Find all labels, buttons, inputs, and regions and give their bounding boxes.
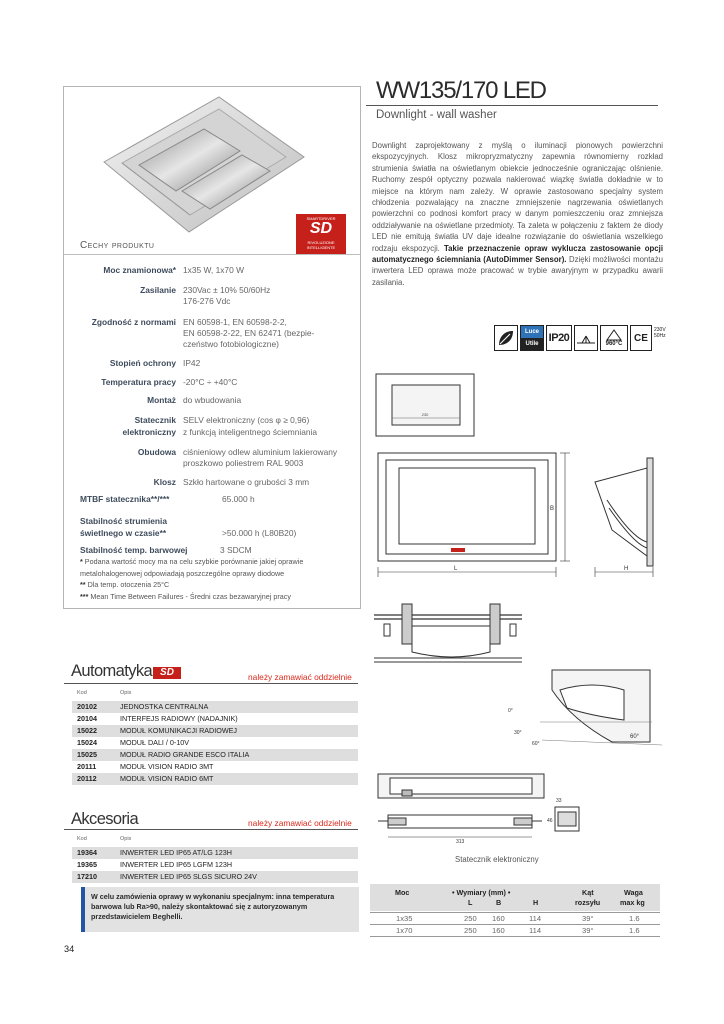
cell-b: 160 xyxy=(492,926,505,935)
cell-h: 114 xyxy=(529,926,542,935)
footnote xyxy=(80,556,360,579)
product-description xyxy=(372,140,663,288)
front-view-drawing xyxy=(378,453,570,577)
spec-label: MTBF statecznika**/*** xyxy=(80,494,170,504)
item-code: 20112 xyxy=(77,774,97,783)
spec-label: świetlnego w czasie** xyxy=(80,528,167,538)
badge-top-text: SMARTDRIVER xyxy=(306,216,336,221)
angle-label: 60° xyxy=(532,741,540,747)
spec-label: Temperatura pracy xyxy=(101,377,176,387)
spec-value: proszkowo poliestrem RAL 9003 xyxy=(183,458,304,468)
cell-weight: 1.6 xyxy=(629,914,640,923)
table-row xyxy=(72,701,358,713)
section-drawing xyxy=(378,774,544,798)
item-code: 20104 xyxy=(77,714,97,723)
divider xyxy=(64,829,358,830)
col-b: B xyxy=(496,898,502,907)
item-code: 15025 xyxy=(77,750,97,759)
item-name: INWERTER LED IP65 AT/LG 123H xyxy=(120,848,232,857)
col-angle-sub: rozsyłu xyxy=(575,898,601,907)
spec-label: Zgodność z normami xyxy=(91,317,176,327)
spec-value: -20°C ÷ +40°C xyxy=(183,377,238,387)
col-dimensions: • Wymiary (mm) • xyxy=(452,888,511,897)
col-code-header: Kod xyxy=(77,836,87,842)
item-code: 17210 xyxy=(77,872,97,881)
table-row xyxy=(72,859,358,871)
spec-value: 65.000 h xyxy=(222,494,255,504)
divider xyxy=(366,105,658,106)
footnote xyxy=(80,591,360,603)
smartdriver-logo: SD xyxy=(153,667,181,679)
ip-rating-icon: IP20 xyxy=(546,325,572,351)
footnote xyxy=(80,579,360,591)
col-weight: Waga xyxy=(624,888,643,897)
table-row xyxy=(72,737,358,749)
spec-label: Stabilność temp. barwowej xyxy=(80,545,188,555)
certification-icons xyxy=(494,325,674,351)
spec-label: Stopień ochrony xyxy=(109,358,176,368)
cell-angle: 39° xyxy=(582,914,594,923)
spec-label: Montaż xyxy=(147,395,176,405)
spec-label: Obudowa xyxy=(137,447,176,457)
item-name: MODUŁ VISION RADIO 6MT xyxy=(120,774,214,783)
dimension-b-label: B xyxy=(550,506,555,512)
technical-drawings xyxy=(362,360,662,860)
spec-label: Statecznik xyxy=(134,415,176,425)
order-separately-note: należy zamawiać oddzielnie xyxy=(248,818,352,828)
item-name: INWERTER LED IP65 SLGS SICURO 24V xyxy=(120,872,257,881)
dimension-l-label: L xyxy=(454,566,458,572)
divider xyxy=(64,254,360,255)
spec-label: Stabilność strumienia xyxy=(80,516,168,526)
side-view-drawing xyxy=(595,458,653,577)
description-text: Dzięki możliwości montażu inwertera LED oprawa może pracować w trybie awaryjnym w przypadku awarii zasilania. xyxy=(372,255,663,287)
spec-value: EN 60598-2-22, EN 62471 (bezpie- xyxy=(183,328,315,338)
col-desc-header: Opis xyxy=(120,836,132,842)
item-name: MODUŁ DALI / 0-10V xyxy=(120,738,190,747)
ballast-caption: Statecznik elektroniczny xyxy=(455,855,539,864)
item-code: 20111 xyxy=(77,762,97,771)
footnote-text: Mean Time Between Failures - Średni czas bezawaryjnej pracy xyxy=(88,591,291,601)
ce-mark-icon: CE xyxy=(630,325,652,351)
table-row xyxy=(72,871,358,883)
item-code: 15022 xyxy=(77,726,97,735)
footnotes xyxy=(80,556,360,602)
luce-utile-icon xyxy=(520,325,544,351)
cell-weight: 1.6 xyxy=(629,926,640,935)
spec-value: 230Vac ± 10% 50/60Hz xyxy=(183,285,271,295)
cell-moc: 1x35 xyxy=(396,914,413,923)
description-text: Downlight zaprojektowany z myślą o iluminacji pionowych powierzchni ekspozycyjnych. Klosz mikropryzmatyczny zapewnia równomierny rozkład strumienia światła na oświetlanym obiekcie jednocześnie ograniczając olśnienie. Ruchomy zespół optyczny pozwala nakierować wiązkę światła dokładnie w to miejsce na którym nam zależy. W oprawie zastosowano specjalny system chłodzenia pozwalający na znaczne zmniejszenie nagrzewania oświetlanych powierzchni co podnosi komfort pracy w danym pomieszczeniu oraz zmniejsza oddziaływanie na oświetlane przedmioty. Ta zaleta w połączeniu z faktem że diody LED nie emitują światła UV daje idealne rozwiązanie do oświetlania wszelkiego rodzaju ekspozycji. xyxy=(372,141,663,253)
frequency-value: 50Hz xyxy=(654,333,666,339)
spec-value: do wbudowania xyxy=(183,395,242,405)
cell-l: 250 xyxy=(464,914,477,923)
item-name: MODUŁ KOMUNIKACJI RADIOWEJ xyxy=(120,726,238,735)
spec-value: Szkło hartowane o grubości 3 mm xyxy=(183,477,310,487)
spec-label: Klosz xyxy=(153,477,176,487)
divider xyxy=(64,683,358,684)
spec-label: Moc znamionowa* xyxy=(103,265,176,275)
item-code: 15024 xyxy=(77,738,97,747)
dimension-h-label: H xyxy=(624,566,629,572)
spec-value: SELV elektroniczny (cos φ ≥ 0,96) xyxy=(183,415,310,425)
item-code: 20102 xyxy=(77,702,97,711)
table-row xyxy=(72,773,358,785)
col-l: L xyxy=(468,898,473,907)
led-leaf-icon xyxy=(494,325,518,351)
table-header xyxy=(370,884,660,911)
cell-moc: 1x70 xyxy=(396,926,413,935)
footnote-mark: *** xyxy=(80,591,89,601)
badge-logo: SD xyxy=(309,220,333,237)
item-name: MODUŁ RADIO GRANDE ESCO ITALIA xyxy=(120,750,250,759)
order-separately-note: należy zamawiać oddzielnie xyxy=(248,672,352,682)
voltage-value: 230V xyxy=(654,327,666,333)
cutout-drawing xyxy=(376,374,474,436)
installation-drawing xyxy=(374,604,522,662)
col-desc-header: Opis xyxy=(120,690,132,696)
ballast-drawing xyxy=(378,798,579,845)
footnote-mark: ** xyxy=(80,580,86,589)
luce-label: Luce xyxy=(521,326,543,338)
row-divider xyxy=(370,936,660,937)
col-code-header: Kod xyxy=(77,690,87,696)
spec-value: czeństwo fotobiologiczne) xyxy=(183,339,279,349)
angle-label: 0° xyxy=(508,708,513,714)
smartdriver-badge xyxy=(296,214,346,254)
voltage-label xyxy=(654,325,674,351)
utile-label: Utile xyxy=(521,338,543,350)
mounting-surface-icon xyxy=(574,325,598,351)
spec-value: ciśnieniowy odlew aluminium lakierowany xyxy=(183,447,338,457)
row-divider xyxy=(370,924,660,925)
table-row xyxy=(72,749,358,761)
item-name: MODUŁ VISION RADIO 3MT xyxy=(120,762,214,771)
cell-h: 114 xyxy=(529,914,542,923)
glow-wire-icon xyxy=(600,325,628,351)
badge-line2: INTELLIGENTE xyxy=(306,245,336,250)
spec-value: 1x35 W, 1x70 W xyxy=(183,265,244,275)
page-number: 34 xyxy=(64,944,75,954)
col-angle: Kąt xyxy=(582,888,594,897)
tilt-drawing xyxy=(508,670,662,747)
glow-wire-temp: 960°C xyxy=(605,341,623,347)
spec-value: >50.000 h (L80B20) xyxy=(222,528,297,538)
spec-value: EN 60598-1, EN 60598-2-2, xyxy=(183,317,287,327)
col-h: H xyxy=(533,898,539,907)
footnote-mark: * xyxy=(80,557,83,566)
item-name: INWERTER LED IP65 LGFM 123H xyxy=(120,860,233,869)
table-row xyxy=(72,761,358,773)
accessories-title: Akcesoria xyxy=(71,810,139,828)
col-weight-sub: max kg xyxy=(620,898,645,907)
product-title: WW135/170 LED xyxy=(376,77,546,104)
special-order-notice: W celu zamówienia oprawy w wykonaniu specjalnym: inna temperatura barwowa lub Ra>90, należy skontaktować się z autoryzowanym przedstawicielem Beghelli. xyxy=(81,887,359,932)
item-name: JEDNOSTKA CENTRALNA xyxy=(120,702,209,711)
description-bold: Takie przeznaczenie opraw wyklucza zastosowanie opcji automatycznego ściemniania (AutoDimmer Sensor). xyxy=(372,243,663,265)
angle-label: 60° xyxy=(630,734,640,740)
table-row xyxy=(72,713,358,725)
dimension-46-label: 46 xyxy=(547,818,553,824)
spec-value: z funkcją inteligentnego ściemniania xyxy=(183,427,318,437)
product-subtitle: Downlight - wall washer xyxy=(376,109,497,121)
spec-label: elektroniczny xyxy=(122,427,176,437)
row-divider xyxy=(370,912,660,913)
cutout-dimension: 230 xyxy=(421,412,429,417)
col-moc: Moc xyxy=(395,888,410,897)
item-code: 19364 xyxy=(77,848,97,857)
item-code: 19365 xyxy=(77,860,97,869)
dimension-33-label: 33 xyxy=(556,798,562,804)
automation-title: Automatyka xyxy=(71,662,153,680)
cell-b: 160 xyxy=(492,914,505,923)
spec-value: 176-276 Vdc xyxy=(183,296,231,306)
footnote-text: Podana wartość mocy ma na celu szybkie porównanie jakiej oprawie metalohalogenowej odpowiadają poszczególne oprawy diodowe xyxy=(80,557,304,578)
cell-angle: 39° xyxy=(582,926,594,935)
footnote-text: Dla temp. otoczenia 25°C xyxy=(85,580,170,589)
spec-value: 3 SDCM xyxy=(220,545,252,555)
item-name: INTERFEJS RADIOWY (NADAJNIK) xyxy=(120,714,238,723)
dimension-313-label: 313 xyxy=(456,839,465,845)
table-row xyxy=(72,847,358,859)
spec-value: IP42 xyxy=(183,358,201,368)
angle-label: 30° xyxy=(514,730,522,736)
table-row xyxy=(72,725,358,737)
cell-l: 250 xyxy=(464,926,477,935)
characteristics-header: Cechy produktu xyxy=(80,240,155,251)
spec-label: Zasilanie xyxy=(140,285,176,295)
badge-line1: RIVOLUZIONE xyxy=(307,240,335,245)
